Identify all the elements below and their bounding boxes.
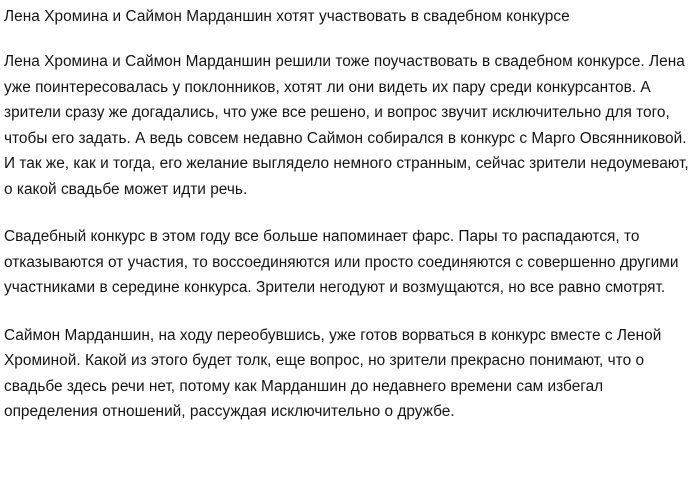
article-paragraph: Лена Хромина и Саймон Марданшин решили тоже поучаствовать в свадебном конкурсе. Лена уже поинтересовалась у поклонников, хотят ли они видеть их пару среди конкурсантов. А зрители сразу же догадались, что уже все решено, и вопрос звучит исключительно для того, чтобы его задать. А ведь совсем недавно Саймон собирался в конкурс с Марго Овсянниковой. И так же, как и тогда, его желание выглядело немного странным, сейчас зрители недоумевают, о какой свадьбе может идти речь. — [4, 53, 689, 198]
page-title: Лена Хромина и Саймон Марданшин хотят участвовать в свадебном конкурсе — [4, 8, 570, 25]
article-paragraph: Саймон Марданшин, на ходу переобувшись, уже готов ворваться в конкурс вместе с Леной Хроминой. Какой из этого будет толк, еще вопрос, но зрители прекрасно понимают, что о свадьбе здесь речи нет, потому как Марданшин до недавнего времени сам избегал определения отношений, рассуждая исключительно о дружбе. — [4, 326, 662, 420]
article-paragraph: Свадебный конкурс в этом году все больше напоминает фарс. Пары то распадаются, то отказываются от участия, то воссоединяются или просто соединяются с совершенно другими участниками в середине конкурса. Зрители негодуют и возмущаются, но все равно смотрят. — [4, 228, 679, 296]
